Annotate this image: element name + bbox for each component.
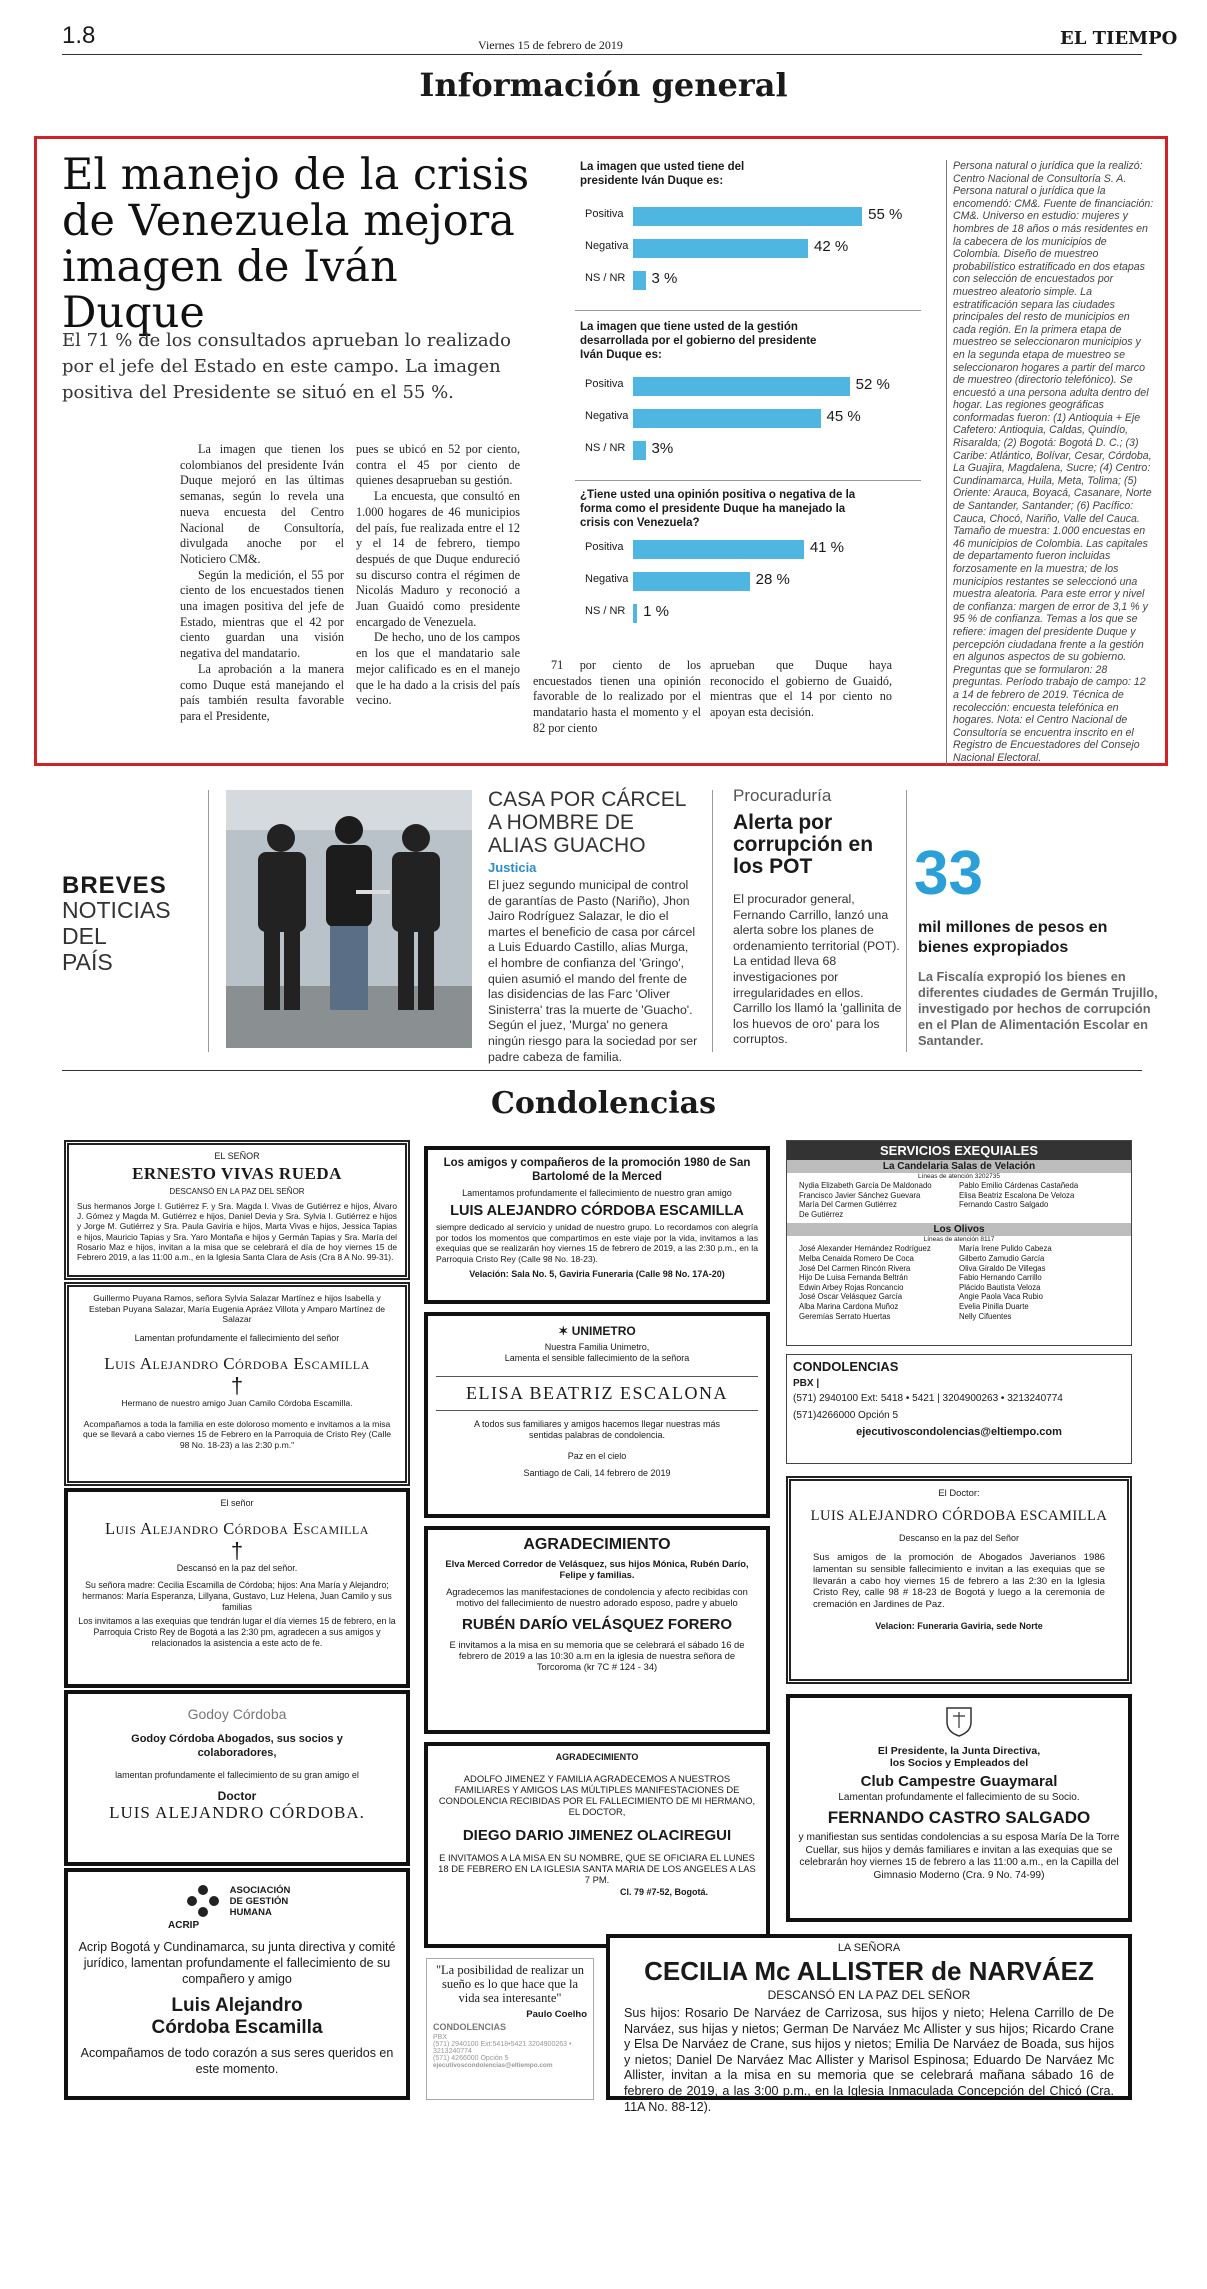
brand-logo: EL TIEMPO — [1060, 28, 1178, 49]
chart-category-label: Positiva — [585, 541, 624, 553]
brief-2-body: El procurador general, Fernando Carrillo, lanzó una alerta sobre los planes de ordenamiento territorial (POT). La entidad lleva 68 investigaciones por irregularidades en ellos. Carrillo los llamó la 'gallinita de los huevos de oro' para los corruptos. — [733, 892, 902, 1047]
chart-2-title: La imagen que tiene usted de la gestión desarrollada por el gobierno del presidente Iván Duque es: — [580, 321, 817, 361]
ad-venue: Velacion: Funeraria Gaviria, sede Norte — [875, 1620, 1043, 1631]
chart-value-label: 28 % — [755, 571, 790, 588]
ad-name: DIEGO DARIO JIMENEZ OLACIREGUI — [462, 1827, 732, 1844]
list-item: Fabio Hernando Carrillo — [959, 1273, 1042, 1283]
chart-value-label: 52 % — [855, 376, 890, 393]
ad-title: AGRADECIMIENTO — [555, 1752, 639, 1762]
ad-name: Luis Alejandro Córdoba Escamilla — [104, 1353, 370, 1373]
ad-godoy-cordoba — [64, 1690, 410, 1866]
contact-option: (571) 4266000 Opción 5 — [433, 2055, 509, 2062]
chart-divider — [575, 480, 921, 481]
ad-pre: LA SEÑORA — [837, 1942, 901, 1954]
cross-icon: † — [230, 1538, 244, 1563]
ad-sub: DESCANSÓ EN LA PAZ DEL SEÑOR — [169, 1187, 305, 1196]
chart-bar — [633, 572, 750, 591]
ad-firm: Godoy Córdoba Abogados, sus socios y colaboradores, — [131, 1733, 343, 1759]
ad-close: E invitamos a la misa en su memoria que se celebrará el sábado 16 de febrero de 2019 a las 10:30 a.m en la iglesia de nuestra señora de Torcoroma (kr 7C # 124 - 34) — [449, 1639, 745, 1672]
ad-vivas-rueda — [64, 1140, 410, 1280]
ad-body: Sus amigos de la promoción de Abogados Javerianos 1986 lamentan su sensible fallecimiento e invitan a las exequias que se llevarán a cabo hoy viernes 15 de febrero a las 2:30 en la Iglesia Cristo Rey, calle 98 # 18-23 de Bogotá y luego a la ceremonia de cremación en Jardines de Paz. — [813, 1552, 1105, 1611]
ad-lament: Lamentamos profundamente el fallecimiento de nuestro gran amigo — [462, 1188, 732, 1198]
article-headline: El manejo de la crisis de Venezuela mejora imagen de Iván Duque — [62, 150, 530, 338]
breves-label: BREVES — [62, 872, 167, 899]
cross-icon: † — [230, 1372, 244, 1398]
ad-name: RUBÉN DARÍO VELÁSQUEZ FORERO — [461, 1616, 732, 1633]
section-rule — [62, 1070, 1142, 1071]
brief-1-title: CASA POR CÁRCEL A HOMBRE DE ALIAS GUACHO — [488, 788, 686, 857]
ad-name: Córdoba Escamilla — [151, 2017, 323, 2038]
ad-contact-box — [786, 1354, 1132, 1464]
contact-pbx: PBX | — [793, 1378, 820, 1389]
contact-phones: (571) 2940100 Ext:5418•5421 3204900263 • 3213240774 — [433, 2041, 572, 2055]
chart-bar — [633, 540, 804, 559]
logo-text: ASOCIACIÓN — [229, 1884, 291, 1896]
ad-top: Elva Merced Corredor de Velásquez, sus hijos Mónica, Rubén Darío, Felipe y familias. — [445, 1558, 749, 1580]
contact-label: CONDOLENCIAS — [433, 2022, 507, 2032]
ad-body: ADOLFO JIMENEZ Y FAMILIA AGRADECEMOS A NUESTROS FAMILIARES Y AMIGOS LAS MÚLTIPLES MANIFESTACIONES DE CONDOLENCIA RECIBIDAS POR EL FALLECIMIENTO DE MI HERMANO, EL DOCTOR, — [438, 1773, 756, 1817]
ad-name: LUIS ALEJANDRO CÓRDOBA ESCAMILLA — [450, 1203, 744, 1219]
list-item: Angie Paola Vaca Rubio — [959, 1292, 1043, 1302]
ad-top: los Socios y Empleados del — [889, 1757, 1029, 1769]
chart-category-label: Negativa — [585, 410, 629, 422]
paragraph: La imagen que tienen los colombianos del presidente Iván Duque mejoró en las últimas semanas, según lo revela una nueva encuesta del Centro Nacional de Consultoría, divulgada anoche por el Noticiero CM&. — [180, 442, 344, 566]
paragraph: De hecho, uno de los campos en los que el mandatario sale mejor calificado es en el manejo que le ha dado a la crisis del país vecino. — [356, 630, 520, 708]
ad-top: El Presidente, la Junta Directiva, — [877, 1745, 1041, 1757]
contact-option: (571)4266000 Opción 5 — [793, 1410, 899, 1421]
chart-row — [575, 439, 915, 461]
ad-name: Luis Alejandro Córdoba Escamilla — [105, 1519, 369, 1538]
chart-row — [575, 602, 915, 624]
breves-sublabel: NOTICIAS DEL PAÍS — [62, 897, 171, 975]
ad-guaymaral — [786, 1694, 1132, 1922]
ad-body: Agradecemos las manifestaciones de condolencia y afecto recibidas con motivo del fallecimiento de nuestro adorado esposo, padre y abuelo — [446, 1586, 748, 1608]
list-item: Geremías Serrato Huertas — [799, 1311, 891, 1321]
ad-servicios-exequiales — [786, 1140, 1132, 1346]
ad-name: LUIS ALEJANDRO CÓRDOBA. — [109, 1803, 365, 1822]
club-crest-icon — [944, 1704, 974, 1738]
brief-2-title: Alerta por corrupción en los POT — [733, 811, 874, 878]
ad-agradecimiento-velasquez — [424, 1526, 770, 1734]
chart-row — [575, 205, 915, 227]
ad-name: FERNANDO CASTRO SALGADO — [827, 1808, 1091, 1827]
contact-email[interactable]: ejecutivoscondolencias@eltiempo.com — [433, 2062, 553, 2069]
ad-top: Nuestra Familia Unimetro, — [544, 1342, 650, 1352]
contact-label: CONDOLENCIAS — [793, 1359, 899, 1374]
ad-top: Guillermo Puyana Ramos, señora Sylvia Salazar Martínez e hijos Isabella y Esteban Puyana Salazar, María Eugenia Apráez Villota y Amparo Martínez de Salazar — [88, 1293, 386, 1325]
list-item: Elisa Beatriz Escalona De Veloza — [959, 1190, 1075, 1200]
chart-row — [575, 407, 915, 429]
chart-bar — [633, 409, 821, 428]
ad-body: Sus hermanos Jorge I. Gutiérrez F. y Sra. Magda I. Vivas de Gutiérrez e hijos, Álvaro J. Gómez y Magda M. Gutiérrez e hijos, Daniel Devia y Sra. Sylvia I. Gutiérrez e hijos y Jorge M. Gutiérrez y Sra. Paula Gaviria e hijos, Marta Vivas e hijos, Jessica Tapias e hijos, Mauricio Tapias y Sra. Yaro Montaña e hijos y Germán Tapias y Sra. María del Rosario Maz e hijos, invitan a la misa que se celebrará el día de hoy viernes 15 de Febrero 2019, a las 11:00 a.m., en la Iglesia Santa Clara de Asís (Cra 8 A No. 99-31). — [77, 1201, 397, 1263]
sala-2: Los Olivos — [787, 1223, 1131, 1236]
sala-1: La Candelaria Salas de Velación — [787, 1160, 1131, 1173]
ad-club: Club Campestre Guaymaral — [860, 1773, 1058, 1790]
chart-bar — [633, 441, 646, 460]
section-title: Información general — [419, 66, 788, 104]
list-item: Francisco Javier Sánchez Guevara — [799, 1190, 921, 1200]
ad-top: Lamenta el sensible fallecimiento de la señora — [504, 1353, 690, 1363]
name-list — [799, 1244, 949, 1321]
logo-text: UNIMETRO — [571, 1324, 636, 1338]
ad-name: CECILIA Mc ALLISTER de NARVÁEZ — [644, 1956, 1094, 1986]
list-item: Plácido Bautista Veloza — [959, 1282, 1041, 1292]
paragraph: La encuesta, que consultó en 1.000 hogares de 46 municipios del país, fue realizada entre el 12 y el 14 de febrero, tiempo después de que Duque endureció su discurso contra el régimen de Nicolás Maduro y reconoció a Juan Guaidó como presidente encargado de Venezuela. — [356, 489, 520, 629]
acrip-logo-icon — [184, 1882, 222, 1920]
brief-1-body: El juez segundo municipal de control de garantías de Pasto (Nariño), Jhon Jairo Rodríguez Salazar, le dio el martes el beneficio de casa por cárcel a Luis Eduardo Castillo, alias Murga, el hombre de confianza del 'Gringo', quien asumió el mando del frente de las disidencias de las Farc 'Oliver Sinisterra' tras la muerte de 'Guacho'. Según el juez, 'Murga' no genera ningún riesgo para la sociedad por ser padre cabeza de familia. — [488, 878, 698, 1064]
list-item: José Oscar Velásquez García — [799, 1292, 903, 1302]
ad-pre: EL SEÑOR — [214, 1151, 260, 1161]
ad-close: Acompañamos de todo corazón a sus seres queridos en este momento. — [80, 2046, 394, 2076]
chart-bar — [633, 271, 646, 290]
chart-category-label: Negativa — [585, 240, 629, 252]
list-item: Nydia Elizabeth García De Maldonado — [799, 1181, 932, 1190]
ad-sub: Descanso en la paz del Señor — [898, 1533, 1020, 1543]
unimetro-logo — [436, 1324, 758, 1338]
brief-2-kicker: Procuraduría — [733, 786, 832, 805]
ad-pre: El Doctor: — [938, 1487, 980, 1498]
ad-promocion-1980 — [424, 1146, 770, 1304]
chart-category-label: NS / NR — [585, 272, 626, 284]
divider — [906, 790, 907, 1052]
contact-pbx: PBX — [433, 2034, 448, 2041]
ad-title: Los amigos y compañeros de la promoción 1980 de San Bartolomé de la Merced — [443, 1157, 751, 1183]
chart-row — [575, 375, 915, 397]
chart-divider — [575, 310, 921, 311]
name-list — [799, 1181, 949, 1219]
ad-rip: Paz en el cielo — [567, 1451, 627, 1461]
ad-body: y manifiestan sus sentidas condolencias a su esposa María De la Torre Cuellar, sus hijos y demás familiares e invitan a las exequias que se celebrarán hoy viernes 15 de febrero a las 11:00 a.m., en la Capilla del Gimnasio Moderno (Cra. 9 No. 74-99) — [798, 1832, 1120, 1881]
logo: Godoy Córdoba — [187, 1706, 287, 1722]
chart-bar — [633, 377, 850, 396]
quote-author: Paulo Coelho — [526, 2009, 587, 2020]
sala-1-lines: Líneas de atención 3202735 — [917, 1173, 1001, 1180]
news-photo — [226, 790, 472, 1048]
list-item: Pablo Emilio Cárdenas Castañeda — [959, 1181, 1079, 1190]
list-item: Hijo De Luisa Fernanda Beltrán — [799, 1273, 908, 1283]
chart-value-label: 1 % — [643, 603, 670, 620]
ad-lament: Lamentan profundamente el fallecimiento del señor — [134, 1332, 340, 1343]
chart-category-label: NS / NR — [585, 442, 626, 454]
chart-bar — [633, 239, 808, 258]
brief-3-number: 33 — [914, 839, 983, 908]
ad-body: Acompañamos a toda la familia en este doloroso momento e invitamos a la misa que se llevará a cabo viernes 15 de Febrero en la Parroquia de Cristo Rey (Calle 98 No. 18-23) a las 2:30 p.m." — [82, 1418, 392, 1450]
list-item: José Alexander Hernández Rodríguez — [799, 1244, 931, 1254]
list-item: Gilberto Zamudio García — [959, 1253, 1045, 1263]
paragraph: La aprobación a la manera como Duque está manejando el país también resulta favorable para el Presidente, — [180, 661, 344, 723]
name-list — [959, 1181, 1078, 1219]
ad-venue: Velación: Sala No. 5, Gaviria Funeraria (Calle 98 No. 17A-20) — [469, 1269, 725, 1280]
list-item: Edwin Arbey Rojas Roncancio — [799, 1282, 904, 1292]
chart-category-label: NS / NR — [585, 605, 626, 617]
list-item: Melba Cenaida Romero De Coca — [799, 1253, 914, 1263]
list-item: María Irene Pulido Cabeza — [959, 1244, 1052, 1254]
paragraph: Según la medición, el 55 por ciento de los encuestados tienen una imagen positiva del jefe de Estado, mientras que el 42 por ciento guardan una visión negativa del mandatario. — [180, 567, 344, 661]
ad-body: Acrip Bogotá y Cundinamarca, su junta directiva y comité jurídico, lamentan profundamente el fallecimiento de su compañero y amigo — [78, 1940, 396, 1986]
ad-javerianos — [786, 1476, 1132, 1684]
brief-1-tag: Justicia — [488, 860, 537, 875]
ad-agradecimiento-jimenez — [424, 1742, 770, 1948]
ad-body: Los invitamos a las exequias que tendrán lugar el día viernes 15 de febrero, en la Parroquia Cristo Rey de Bogotá a las 2:30 pm, agradecen a sus amigos y relacionados la asistencia a este acto de fe. — [78, 1616, 396, 1648]
brief-3-title: mil millones de pesos en bienes expropiados — [918, 919, 1108, 956]
chart-bar — [633, 207, 862, 226]
ad-address: Cl. 79 #7-52, Bogotá. — [619, 1887, 708, 1897]
ad-sub: DESCANSÓ EN LA PAZ DEL SEÑOR — [767, 1988, 971, 2002]
chart-category-label: Positiva — [585, 378, 624, 390]
brief-3-body: La Fiscalía expropió los bienes en diferentes ciudades de Germán Trujillo, investigado por hechos de corrupción en el Plan de Alimentación Escolar en Santander. — [918, 969, 1158, 1048]
ad-contact-coelho — [426, 1958, 594, 2100]
paragraph: pues se ubicó en 52 por ciento, contra el 45 por ciento de quienes desaprueban su gestión. — [356, 442, 520, 488]
article-col-2 — [356, 442, 520, 709]
sala-2-lines: Líneas de atención 8117 — [923, 1236, 995, 1244]
list-item: Evelia Pinilla Duarte — [959, 1301, 1029, 1311]
list-item: Nelly Cifuentes — [959, 1311, 1012, 1321]
contact-email[interactable]: ejecutivoscondolencias@eltiempo.com — [856, 1426, 1062, 1438]
article-col-4 — [710, 658, 892, 721]
ad-name: ELISA BEATRIZ ESCALONA — [436, 1376, 758, 1411]
ad-place: Santiago de Cali, 14 febrero de 2019 — [523, 1468, 671, 1478]
chart-row — [575, 538, 915, 560]
star-icon: ✶ — [558, 1324, 569, 1338]
name-list — [959, 1244, 1052, 1321]
ad-body: A todos sus familiares y amigos hacemos llegar nuestras más sentidas palabras de condolencia. — [473, 1419, 721, 1440]
chart-value-label: 3% — [651, 440, 674, 457]
ad-body: Su señora madre: Cecilia Escamilla de Córdoba; hijos: Ana María y Alejandro; hermanos: María Esperanza, Lillyana, Gustavo, Luz Helena, Juan Camilo y sus familias — [82, 1580, 392, 1612]
list-item: Oliva Giraldo De Villegas — [959, 1263, 1046, 1273]
quote: "La posibilidad de realizar un sueño es lo que hace que la vida sea interesante" — [435, 1963, 585, 2005]
ad-cordoba-familia — [64, 1488, 410, 1688]
header-rule — [62, 54, 1142, 55]
ad-name: ERNESTO VIVAS RUEDA — [132, 1164, 342, 1183]
dateline: Viernes 15 de febrero de 2019 — [478, 38, 623, 52]
ad-sub: Descansó en la paz del señor. — [176, 1563, 298, 1573]
chart-value-label: 45 % — [826, 408, 861, 425]
chart-row — [575, 570, 915, 592]
ad-mc-allister — [606, 1934, 1132, 2114]
chart-value-label: 55 % — [868, 206, 903, 223]
logo-text: ACRIP — [168, 1920, 200, 1931]
ad-body: siempre dedicado al servicio y unidad de nuestro grupo. Lo recordamos con alegría por todos los momentos que compartimos en este viaje por la vida, invitamos a las exequias que se realizarán hoy viernes 15 de febrero de 2019, a las 2:30 p.m., en la Parroquia Cristo Rey (Calle 98 No. 18-23). — [436, 1222, 758, 1264]
ad-acrip — [64, 1868, 410, 2100]
ad-title: Doctor — [217, 1789, 257, 1803]
chart-1-title: La imagen que usted tiene del presidente Iván Duque es: — [580, 161, 745, 187]
chart-category-label: Negativa — [585, 573, 629, 585]
article-lede: El 71 % de los consultados aprueban lo realizado por el jefe del Estado en este campo. La imagen positiva del Presidente se situó en el 55 %. — [62, 330, 511, 403]
list-item: Fernando Castro Salgado — [959, 1200, 1049, 1210]
chart-value-label: 42 % — [814, 238, 849, 255]
police-photo-illustration — [226, 790, 472, 1048]
chart-bar — [633, 604, 637, 623]
chart-row — [575, 237, 915, 259]
ad-close: E INVITAMOS A LA MISA EN SU NOMBRE, QUE SE OFICIARA EL LUNES 18 DE FEBRERO EN LA IGLESIA SANTA MARIA DE LOS ANGELES A LAS 7 PM. — [438, 1852, 756, 1885]
ad-title: AGRADECIMIENTO — [436, 1536, 758, 1554]
article-col-3 — [533, 658, 701, 737]
list-item: Alba Marina Cardona Muñoz — [799, 1301, 899, 1311]
ad-pre: El señor — [220, 1498, 254, 1508]
logo-text: DE GESTIÓN — [229, 1895, 289, 1907]
chart-value-label: 41 % — [809, 539, 845, 556]
list-item: José Del Carmen Rincón Rivera — [799, 1263, 911, 1273]
ad-unimetro — [424, 1312, 770, 1518]
logo-text: HUMANA — [229, 1906, 272, 1918]
paragraph: aprueban que Duque haya reconocido el gobierno de Guaidó, mientras que el 14 por ciento no apoyan esta decisión. — [710, 658, 892, 720]
paragraph: 71 por ciento de los encuestados tienen una opinión favorable de lo realizado por el mandatario hasta el momento y el 82 por ciento — [533, 658, 701, 735]
methodology-note: Persona natural o jurídica que la realizó: Centro Nacional de Consultoría S. A. Persona natural o jurídica que la encomendó: CM&. Fuente de financiación: CM&. Universo en estudio: mujeres y hombres de 18 años o más residentes en la cabecera de los municipios de Colombia. Diseño de muestreo probabilístico estratificado en dos etapas con selección de encuestados por muestreo aleatorio simple. La estratificación separa las ciudades principales del resto de municipios en cada región. En la primera etapa de muestreo se seleccionaron municipios y en la segunda etapa de muestreo se seleccionaron hogares a partir del marco de muestreo (directorio telefónico). Se encuestó a una persona adulta dentro del hogar. Las regiones geográficas conformadas fueron: (1) Antioquia + Eje Cafetero: Antioquia, Caldas, Quindío, Risaralda; (2) Bogotá: Bogotá D. C.; (3) Caribe: Atlántico, Bolívar, Cesar, Córdoba, La Guajira, Magdalena, Sucre; (4) Centro: Cundinamarca, Huila, Meta, Tolima; (5) Oriente: Arauca, Boyacá, Casanare, Norte de Santander, Santander; (6) Pacífico: Cauca, Chocó, Nariño, Valle del Cauca. Tamaño de muestra: 1.000 encuestas en 46 municipios de Colombia. Las capitales de departamento fueron incluidas forzosamente en la muestra; de los municipios restantes se seleccionó una muestra aleatoria. Para este error y nivel de confianza: margen de error de 3,1 % y 95 % de confianza. Temas a los que se refiere: imagen del presidente Duque y percepción ciudadana frente a la gestión en algunos aspectos de su gobierno. Preguntas que se formularon: 28 preguntas. Período trabajo de campo: 12 a 14 de febrero de 2019. Técnica de recolección: encuesta telefónica en hogares. Nota: el Centro Nacional de Consultoría se encuentra inscrito en el Registro de Encuestadores del Consejo Nacional Electoral. — [946, 160, 1154, 765]
article-col-1 — [180, 442, 344, 725]
ad-puyana — [64, 1282, 410, 1486]
divider — [712, 790, 713, 1052]
ad-title: SERVICIOS EXEQUIALES — [787, 1141, 1131, 1160]
ad-name: LUIS ALEJANDRO CÓRDOBA ESCAMILLA — [810, 1508, 1108, 1524]
ad-mid: Hermano de nuestro amigo Juan Camilo Córdoba Escamilla. — [121, 1397, 353, 1408]
list-item: María Del Carmen Gutiérrez — [799, 1200, 897, 1210]
ad-lament: lamentan profundamente el fallecimiento de su gran amigo el — [115, 1770, 359, 1780]
chart-3-title: ¿Tiene usted una opinión positiva o negativa de la forma como el presidente Duque ha manejado la crisis con Venezuela? — [580, 489, 856, 529]
ad-lament: Lamentan profundamente el fallecimiento de su Socio. — [838, 1792, 1080, 1803]
ad-body: Sus hijos: Rosario De Narváez de Carrizosa, sus hijos y nieto; Helena Carrillo de De Narváez, sus hijas y nietos; German De Narváez Mc Allister y sus hijos; Ricardo Crane y Elsa De Narváez de Crane, sus hijos y nietos; Emilia De Narváez de Boada, sus hijos y nietos; Daniel De Narváez Mac Allister y Marisol Espinosa; Eduardo De Narváez Mc Allister, invitan a la misa en su memoria que se celebrará mañana sábado 16 de febrero de 2019, a las 3:00 p.m., en la Iglesia Inmaculada Concepción del Chicó (Cra. 11A No. 88-12). — [624, 2006, 1114, 2114]
page-number: 1.8 — [62, 22, 96, 49]
divider — [208, 790, 209, 1052]
ad-name: Luis Alejandro — [171, 1995, 303, 2016]
contact-phones: (571) 2940100 Ext: 5418 • 5421 | 3204900263 • 3213240774 — [793, 1393, 1063, 1404]
chart-category-label: Positiva — [585, 208, 624, 220]
chart-value-label: 3 % — [651, 270, 678, 287]
condolencias-title: Condolencias — [491, 1086, 716, 1121]
list-item: De Gutiérrez — [799, 1209, 844, 1219]
chart-row — [575, 269, 915, 291]
